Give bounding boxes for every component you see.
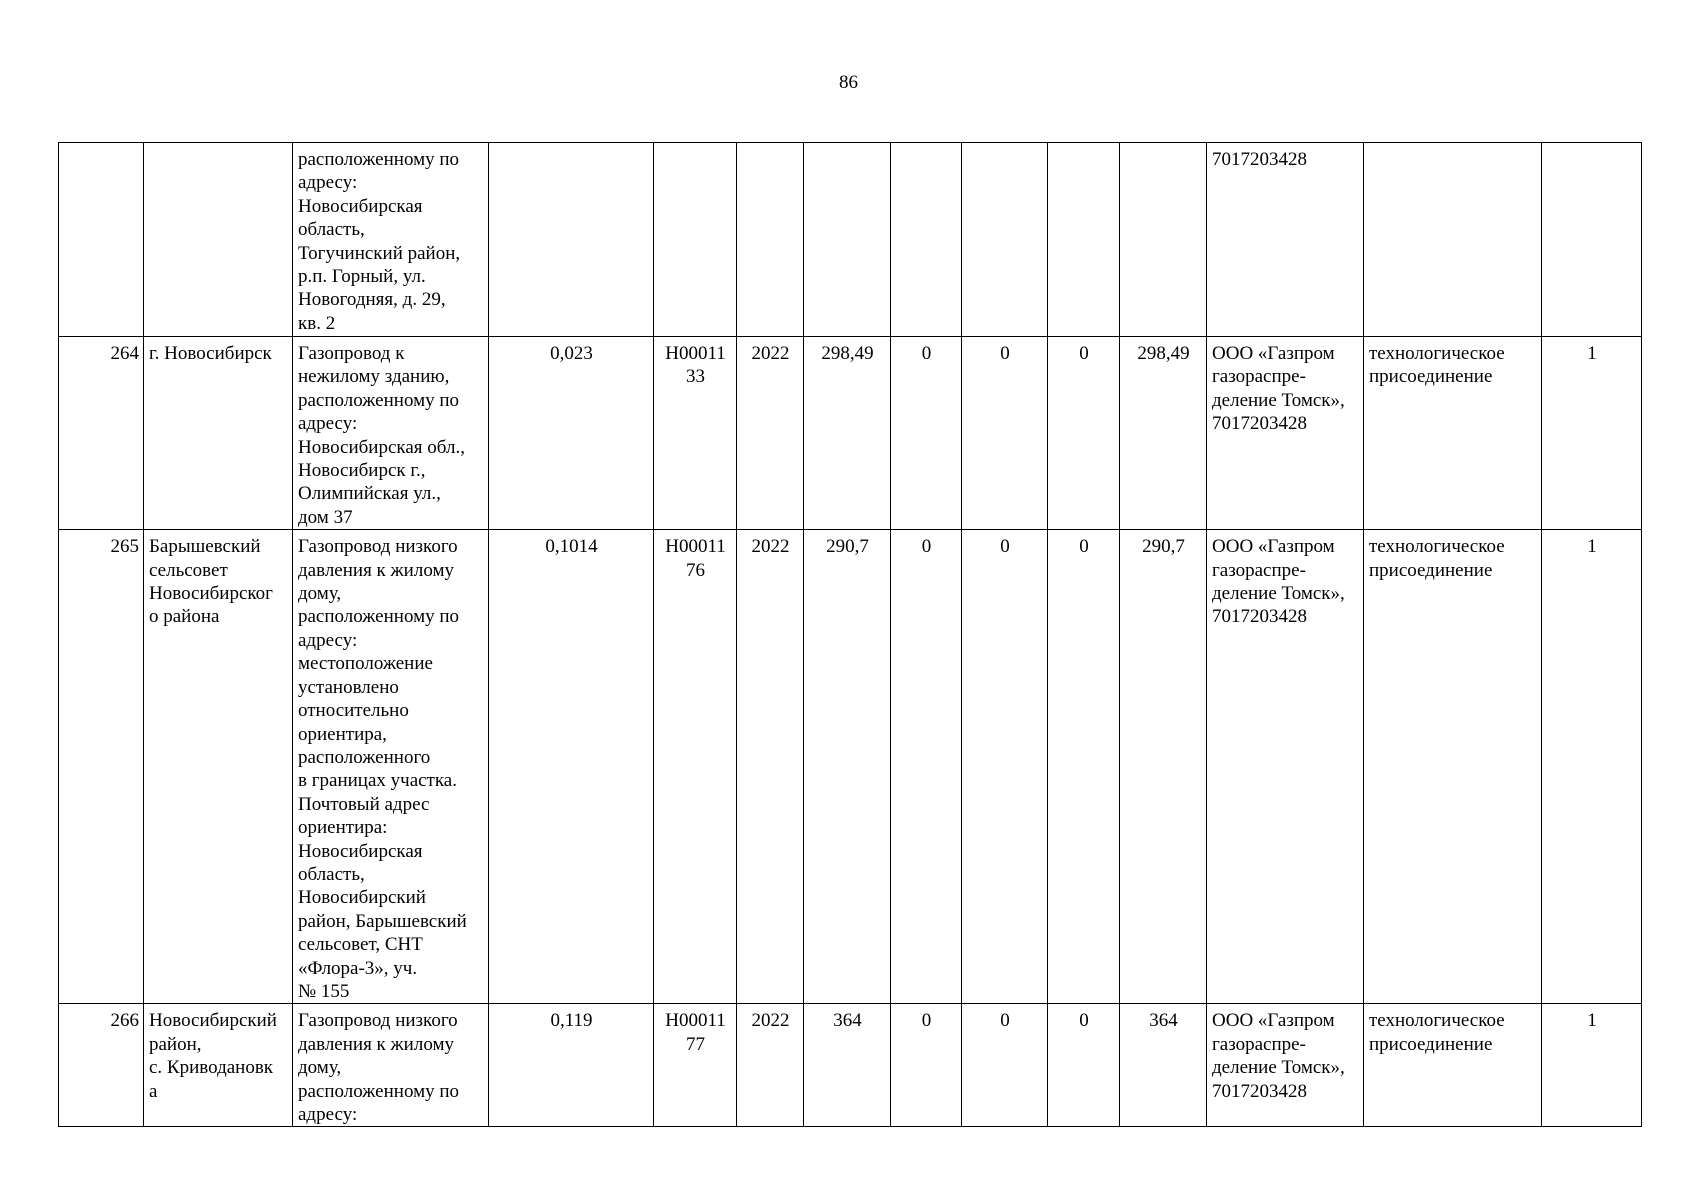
cell-object <box>293 1004 489 1127</box>
cell-object-line: Газопровод низкого <box>298 1010 458 1032</box>
cell-value-1 <box>891 143 962 337</box>
cell-object-line: адресу: <box>298 413 358 435</box>
table-row <box>59 530 1642 1004</box>
cell-object-line: в границах участка. <box>298 770 457 792</box>
cell-total: 298,49 <box>804 337 891 530</box>
cell-code-line: 33 <box>686 366 705 388</box>
cell-purpose-line: присоединение <box>1369 1033 1493 1055</box>
cell-value-1: 0 <box>891 1004 962 1127</box>
cell-purpose <box>1364 530 1542 1004</box>
cell-territory-line: Барышевский <box>149 536 261 558</box>
cell-organization-line: деление Томск», <box>1212 583 1345 605</box>
cell-object-line: давления к жилому <box>298 559 454 581</box>
cell-organization-line: 7017203428 <box>1212 413 1307 435</box>
cell-object <box>293 530 489 1004</box>
cell-territory <box>144 143 293 337</box>
cell-purpose <box>1364 1004 1542 1127</box>
cell-value-2: 0 <box>962 1004 1048 1127</box>
cell-organization <box>1207 143 1364 337</box>
cell-territory-line: район, <box>149 1033 202 1055</box>
cell-value-1: 0 <box>891 530 962 1004</box>
cell-object-line: адресу: <box>298 629 358 651</box>
cell-value-2: 0 <box>962 530 1048 1004</box>
cell-organization <box>1207 530 1364 1004</box>
cell-year: 2022 <box>737 530 804 1004</box>
cell-object-line: установлено <box>298 676 399 698</box>
cell-object-line: дом 37 <box>298 506 353 528</box>
cell-object-line: ориентира: <box>298 817 388 839</box>
cell-organization-line: 7017203428 <box>1212 1080 1307 1102</box>
cell-object-line: район, Барышевский <box>298 910 467 932</box>
cell-code <box>654 530 737 1004</box>
cell-object-line: область, <box>298 863 365 885</box>
cell-number <box>59 143 144 337</box>
cell-object-line: адресу: <box>298 1104 358 1125</box>
cell-object-line: адресу: <box>298 172 358 194</box>
cell-number: 266 <box>59 1004 144 1127</box>
cell-territory-line: г. Новосибирск <box>149 343 272 364</box>
cell-organization-line: 7017203428 <box>1212 149 1307 170</box>
cell-code-line: 76 <box>686 559 705 581</box>
cell-organization <box>1207 1004 1364 1127</box>
cell-value-4 <box>1120 143 1207 337</box>
cell-total: 290,7 <box>804 530 891 1004</box>
cell-object-line: расположенному по <box>298 389 460 411</box>
cell-total: 364 <box>804 1004 891 1127</box>
cell-object-line: Тогучинский район, <box>298 242 461 264</box>
cell-object-line: дому, <box>298 583 342 605</box>
cell-code-line: Н00011 <box>665 343 726 364</box>
cell-territory <box>144 530 293 1004</box>
cell-object-line: р.п. Горный, ул. <box>298 266 426 288</box>
cell-object-line: Новогодняя, д. 29, <box>298 289 446 311</box>
cell-code <box>654 143 737 337</box>
cell-object <box>293 337 489 530</box>
cell-length: 0,119 <box>489 1004 654 1127</box>
cell-territory-line: Новосибирский <box>149 1010 277 1032</box>
cell-number: 265 <box>59 530 144 1004</box>
cell-organization-line: газораспре- <box>1212 366 1306 388</box>
cell-object-line: Почтовый адрес <box>298 793 430 815</box>
cell-value-3: 0 <box>1048 337 1120 530</box>
cell-organization-line: ООО «Газпром <box>1212 536 1335 558</box>
cell-object-line: Олимпийская ул., <box>298 483 441 505</box>
cell-object-line: дому, <box>298 1057 342 1079</box>
cell-organization-line: газораспре- <box>1212 1033 1306 1055</box>
cell-object-line: расположенному по <box>298 149 460 170</box>
cell-code <box>654 337 737 530</box>
cell-organization-line: ООО «Газпром <box>1212 343 1335 364</box>
cell-purpose <box>1364 143 1542 337</box>
cell-object-line: нежилому зданию, <box>298 366 450 388</box>
cell-purpose <box>1364 337 1542 530</box>
cell-purpose-line: технологическое <box>1369 1010 1505 1032</box>
cell-object-line: сельсовет, СНТ <box>298 934 423 956</box>
cell-object-line: расположенного <box>298 746 431 768</box>
cell-year <box>737 143 804 337</box>
cell-territory <box>144 1004 293 1127</box>
cell-territory-line: с. Криводановк <box>149 1057 274 1079</box>
cell-quantity: 1 <box>1542 337 1642 530</box>
cell-organization-line: деление Томск», <box>1212 1057 1345 1079</box>
cell-code-line: Н00011 <box>665 1010 726 1032</box>
table-row <box>59 1004 1642 1127</box>
cell-object-line: № 155 <box>298 980 350 1002</box>
cell-object-line: давления к жилому <box>298 1033 454 1055</box>
cell-purpose-line: технологическое <box>1369 343 1505 364</box>
cell-organization-line: 7017203428 <box>1212 606 1307 628</box>
table-body <box>59 143 1642 1127</box>
cell-value-3: 0 <box>1048 530 1120 1004</box>
cell-year: 2022 <box>737 1004 804 1127</box>
cell-organization-line: газораспре- <box>1212 559 1306 581</box>
cell-purpose-line: технологическое <box>1369 536 1505 558</box>
cell-value-2: 0 <box>962 337 1048 530</box>
cell-object-line: кв. 2 <box>298 312 336 334</box>
cell-object-line: расположенному по <box>298 606 460 628</box>
cell-value-4: 364 <box>1120 1004 1207 1127</box>
cell-value-1: 0 <box>891 337 962 530</box>
cell-object-line: Новосибирская <box>298 840 423 862</box>
cell-object-line: «Флора-3», уч. <box>298 957 418 979</box>
table-row <box>59 337 1642 530</box>
cell-object-line: ориентира, <box>298 723 387 745</box>
cell-year: 2022 <box>737 337 804 530</box>
cell-territory <box>144 337 293 530</box>
cell-territory-line: Новосибирског <box>149 583 273 605</box>
cell-code-line: 77 <box>686 1033 705 1055</box>
cell-value-2 <box>962 143 1048 337</box>
cell-value-4: 298,49 <box>1120 337 1207 530</box>
cell-code <box>654 1004 737 1127</box>
cell-object-line: местоположение <box>298 653 433 675</box>
cell-object-line: область, <box>298 219 365 241</box>
cell-object <box>293 143 489 337</box>
cell-object-line: Новосибирск г., <box>298 460 426 482</box>
cell-organization-line: деление Томск», <box>1212 389 1345 411</box>
cell-value-3 <box>1048 143 1120 337</box>
cell-length: 0,023 <box>489 337 654 530</box>
cell-value-3: 0 <box>1048 1004 1120 1127</box>
cell-object-line: Новосибирская <box>298 195 423 217</box>
objects-table <box>58 142 1642 1127</box>
cell-object-line: Газопровод низкого <box>298 536 458 558</box>
cell-organization <box>1207 337 1364 530</box>
cell-length: 0,1014 <box>489 530 654 1004</box>
table-row <box>59 143 1642 337</box>
cell-organization-line: ООО «Газпром <box>1212 1010 1335 1032</box>
cell-quantity <box>1542 143 1642 337</box>
cell-quantity: 1 <box>1542 530 1642 1004</box>
cell-purpose-line: присоединение <box>1369 366 1493 388</box>
cell-value-4: 290,7 <box>1120 530 1207 1004</box>
cell-object-line: Новосибирская обл., <box>298 436 465 458</box>
cell-object-line: Новосибирский <box>298 887 426 909</box>
cell-quantity: 1 <box>1542 1004 1642 1127</box>
cell-purpose-line: присоединение <box>1369 559 1493 581</box>
cell-territory-line: о района <box>149 606 220 628</box>
cell-length <box>489 143 654 337</box>
cell-territory-line: а <box>149 1080 158 1102</box>
cell-territory-line: сельсовет <box>149 559 228 581</box>
cell-object-line: Газопровод к <box>298 343 405 364</box>
page-number: 86 <box>839 72 858 93</box>
cell-number: 264 <box>59 337 144 530</box>
cell-object-line: относительно <box>298 700 409 722</box>
cell-object-line: расположенному по <box>298 1080 460 1102</box>
cell-code-line: Н00011 <box>665 536 726 558</box>
cell-total <box>804 143 891 337</box>
